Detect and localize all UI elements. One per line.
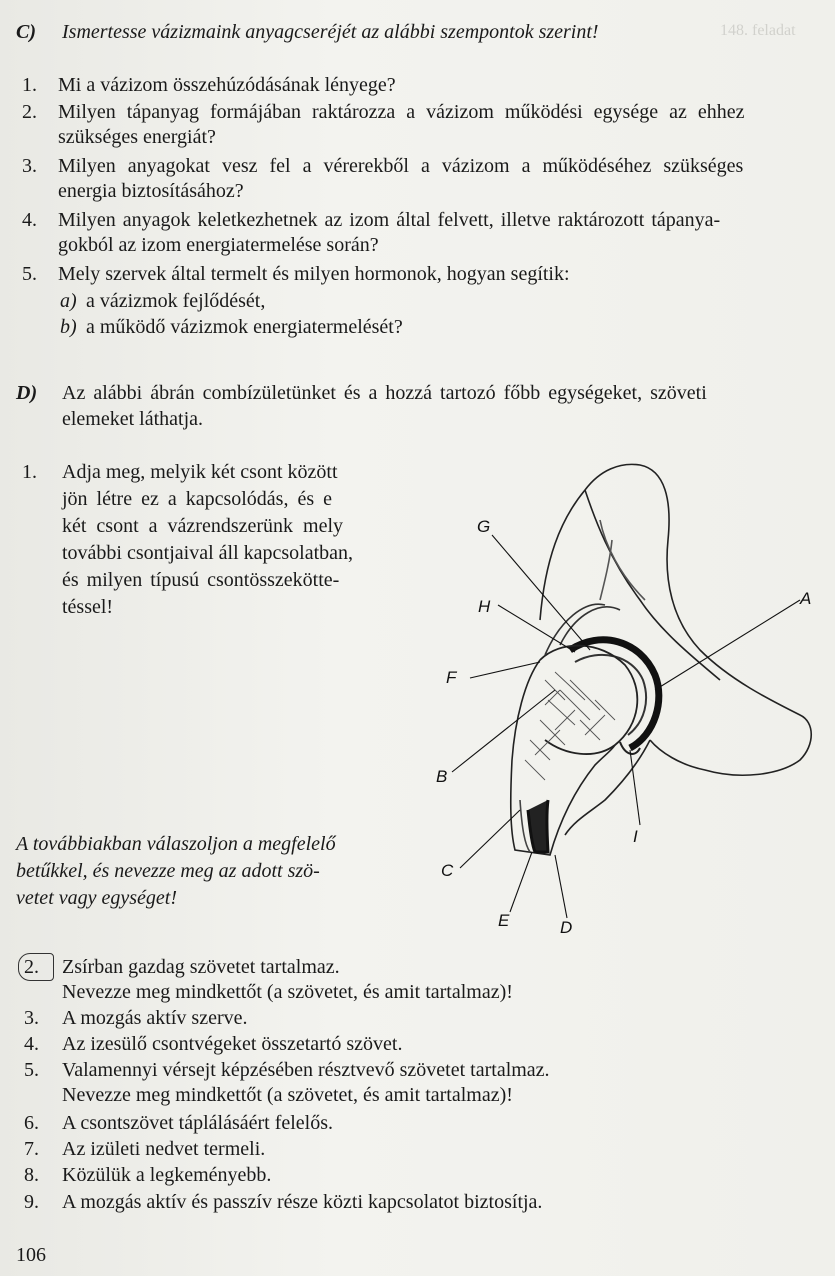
c-sub-b-letter: b) <box>60 316 77 338</box>
label-a: A <box>800 589 812 608</box>
c-item-2-num: 2. <box>22 101 37 123</box>
spongy-bone-texture <box>525 672 615 780</box>
d-q1-line-4: további csontjaival áll kapcsolatban, <box>62 542 354 564</box>
d-q1-line-3: két csont a vázrendszerünk mely <box>62 515 344 537</box>
c-item-2-text-cont: szükséges energiát? <box>58 126 216 148</box>
d-item-3-text: A mozgás aktív szerve. <box>62 1007 248 1029</box>
label-e: E <box>498 911 510 930</box>
d-item-8-text: Közülük a legkeményebb. <box>62 1164 272 1186</box>
c-item-2-text: Milyen tápanyag formájában raktározza a vázizom működési egysége az ehhez <box>58 101 745 123</box>
d-item-4-num: 4. <box>24 1033 39 1055</box>
label-f: F <box>446 668 457 687</box>
d-item-8-num: 8. <box>24 1164 39 1186</box>
d-q1-line-2: jön létre ez a kapcsolódás, és e <box>62 488 333 510</box>
c-sub-a-letter: a) <box>60 290 77 312</box>
d-item-5-text: Valamennyi vérsejt képzésében résztvevő szövetet tartalmaz. <box>62 1059 550 1081</box>
c-item-1-text: Mi a vázizom összehúzódásának lényege? <box>58 74 396 96</box>
d-item-2-text: Zsírban gazdag szövetet tartalmaz. <box>62 956 340 978</box>
d-item-5-num: 5. <box>24 1059 39 1081</box>
articular-cartilage <box>570 640 659 748</box>
c-item-5-num: 5. <box>22 263 37 285</box>
d-intro-line-2: elemeket láthatja. <box>62 408 204 430</box>
c-item-5-text: Mely szervek által termelt és milyen hormonok, hogyan segítik: <box>58 263 570 285</box>
c-item-3-num: 3. <box>22 155 37 177</box>
label-c: C <box>441 861 454 880</box>
d-item-7-text: Az izületi nedvet termeli. <box>62 1138 266 1160</box>
d-q1-line-6: téssel! <box>62 596 114 618</box>
marrow-cavity <box>528 800 548 852</box>
c-item-4-num: 4. <box>22 209 37 231</box>
label-b: B <box>436 767 448 786</box>
d-item-6-text: A csontszövet táplálásáért felelős. <box>62 1112 334 1134</box>
c-sub-a-text: a vázizmok fejlődését, <box>86 290 266 312</box>
label-g: G <box>477 517 491 536</box>
d-q1-line-5: és milyen típusú csontösszekötte- <box>62 569 340 591</box>
d-followup-2: betűkkel, és nevezze meg az adott szö- <box>16 860 320 882</box>
d-item-3-num: 3. <box>24 1007 39 1029</box>
pelvis-bone <box>540 464 811 775</box>
d-intro-line-1: Az alábbi ábrán combízületünket és a hozzá tartozó főbb egységeket, szöveti <box>62 382 707 404</box>
d-item-9-num: 9. <box>24 1191 39 1213</box>
c-item-1-num: 1. <box>22 74 37 96</box>
c-item-4-text: Milyen anyagok keletkezhetnek az izom által felvett, illetve raktározott tápanya- <box>58 209 721 231</box>
d-followup-1: A továbbiakban válaszoljon a megfelelő <box>16 833 336 855</box>
bleed-through: 148. feladat <box>720 22 796 39</box>
d-item-7-num: 7. <box>24 1138 39 1160</box>
femur-bone <box>511 660 615 855</box>
c-sub-b-text: a működő vázizmok energiatermelését? <box>86 316 403 338</box>
page-number: 106 <box>16 1244 46 1266</box>
c-item-4-text-cont: gokból az izom energiatermelése során? <box>58 234 379 256</box>
c-item-3-text-cont: energia biztosításához? <box>58 180 244 202</box>
c-item-3-text: Milyen anyagokat vesz fel a vérerekből a vázizom a működéséhez szükséges <box>58 155 744 177</box>
d-item-6-num: 6. <box>24 1112 39 1134</box>
section-c-letter: C) <box>16 21 36 43</box>
label-i: I <box>633 827 638 846</box>
label-pointers <box>452 535 800 918</box>
d-q1-num: 1. <box>22 461 37 483</box>
joint-capsule <box>545 604 620 655</box>
d-followup-3: vetet vagy egységet! <box>16 887 178 909</box>
section-d-letter: D) <box>16 382 38 404</box>
d-item-5-text-cont: Nevezze meg mindkettőt (a szövetet, és amit tartalmaz)! <box>62 1084 513 1106</box>
d-q1-line-1: Adja meg, melyik két csont között <box>62 461 338 483</box>
section-c-heading: Ismertesse vázizmaink anyagcseréjét az alábbi szempontok szerint! <box>62 21 599 43</box>
label-h: H <box>478 597 491 616</box>
label-d: D <box>560 918 573 937</box>
d-item-4-text: Az izesülő csontvégeket összetartó szövet. <box>62 1033 403 1055</box>
d-item-9-text: A mozgás aktív és passzív része közti kapcsolatot biztosítja. <box>62 1191 543 1213</box>
d-item-2-text-cont: Nevezze meg mindkettőt (a szövetet, és amit tartalmaz)! <box>62 981 513 1003</box>
d-item-2-num: 2. <box>24 956 39 978</box>
femoral-head <box>540 646 637 754</box>
